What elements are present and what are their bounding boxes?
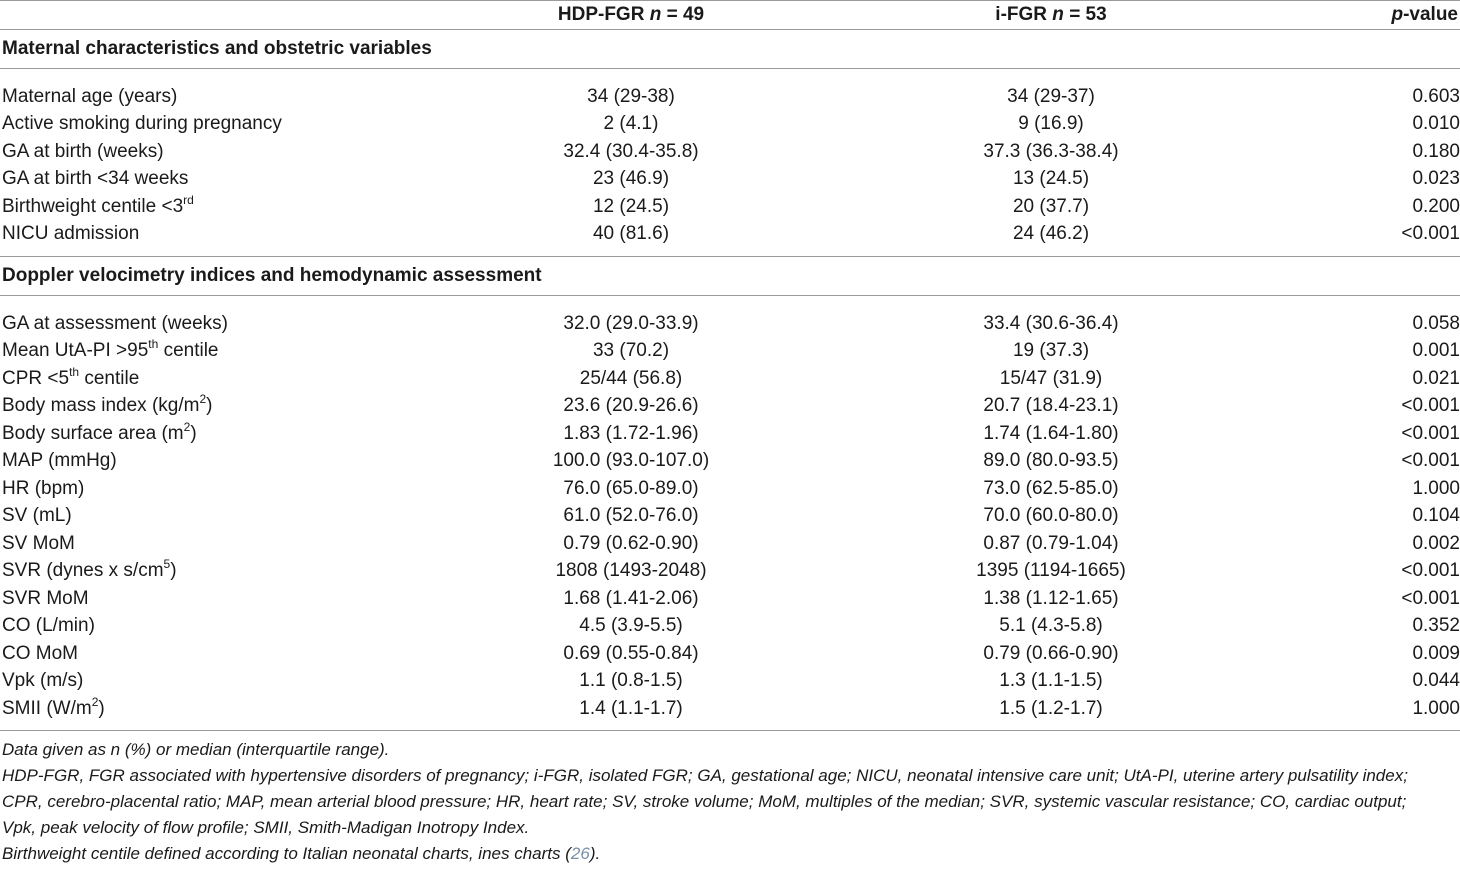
table-row — [0, 220, 1460, 256]
cell-p-value: <0.001 — [1401, 450, 1460, 471]
cell-p-value: 0.023 — [1412, 168, 1460, 189]
section-spacer — [0, 68, 1460, 83]
table-row — [0, 337, 1460, 365]
table-row — [0, 193, 1460, 221]
table-row — [0, 392, 1460, 420]
cell-p-value: 0.010 — [1412, 113, 1460, 134]
cell-hdp-fgr: 40 (81.6) — [420, 220, 840, 256]
row-label — [0, 110, 420, 138]
cell-p-value: <0.001 — [1401, 560, 1460, 581]
table-row — [0, 557, 1460, 585]
footnote-abbreviations-2: CPR, cerebro-placental ratio; MAP, mean arterial blood pressure; HR, heart rate; SV, stroke volume; MoM, multiples of the median; SVR, systemic vascular resistance; CO, cardiac output; — [2, 792, 1407, 811]
row-label-suffix: ) — [206, 395, 213, 416]
row-label-suffix: centile — [158, 340, 219, 361]
cell-p-value: 1.000 — [1260, 695, 1460, 731]
section-title: Maternal characteristics and obstetric variables — [0, 29, 1460, 68]
row-label-text: SV MoM — [2, 532, 75, 554]
row-label — [0, 667, 420, 695]
table-header — [0, 1, 1460, 30]
header-hdp-name: HDP-FGR — [557, 4, 645, 25]
row-label — [0, 447, 420, 475]
row-label-superscript: th — [69, 364, 80, 379]
row-label-suffix: ) — [170, 560, 177, 581]
cell-hdp-fgr: 0.79 (0.62-0.90) — [563, 532, 699, 554]
cell-hdp-fgr: 61.0 (52.0-76.0) — [563, 505, 699, 526]
row-label-text: HR (bpm) — [2, 477, 85, 499]
cell-p-value: <0.001 — [1260, 220, 1460, 256]
cell-i-fgr: 33.4 (30.6-36.4) — [983, 312, 1119, 334]
cell-p-value: 0.009 — [1412, 642, 1460, 664]
cell-i-fgr: 24 (46.2) — [840, 220, 1260, 256]
header-label-column — [0, 1, 420, 30]
cell-i-fgr: 73.0 (62.5-85.0) — [983, 477, 1119, 499]
row-label — [0, 83, 420, 111]
table-row — [0, 530, 1460, 558]
row-label-suffix: centile — [79, 367, 140, 389]
row-label-text: CO MoM — [2, 642, 78, 664]
cell-i-fgr: 1395 (1194-1665) — [976, 560, 1126, 581]
row-label — [0, 420, 420, 448]
section-spacer — [0, 295, 1460, 310]
row-label — [0, 220, 420, 256]
cell-hdp-fgr: 12 (24.5) — [592, 195, 670, 217]
row-label-text: SMII (W/m — [2, 697, 92, 719]
cell-i-fgr: 5.1 (4.3-5.8) — [999, 615, 1103, 636]
cell-p-value: 0.200 — [1412, 195, 1460, 217]
row-label-text: GA at assessment (weeks) — [2, 312, 228, 334]
cell-i-fgr: 1.5 (1.2-1.7) — [840, 695, 1260, 731]
cell-i-fgr: 1.74 (1.64-1.80) — [983, 422, 1119, 444]
cell-hdp-fgr: 32.4 (30.4-35.8) — [563, 140, 699, 162]
row-label-text: Active smoking during pregnancy — [2, 113, 282, 134]
cell-i-fgr: 37.3 (36.3-38.4) — [983, 140, 1119, 162]
row-label — [0, 310, 420, 338]
row-label — [0, 392, 420, 420]
cell-hdp-fgr: 4.5 (3.9-5.5) — [579, 615, 683, 636]
cell-p-value: <0.001 — [1401, 395, 1460, 416]
section-doppler — [0, 256, 1460, 731]
row-label-text: Vpk (m/s) — [2, 670, 84, 691]
cell-i-fgr: 20 (37.7) — [1012, 195, 1090, 217]
row-label — [0, 585, 420, 613]
row-label-text: SV (mL) — [2, 505, 72, 526]
header-p-rest: -value — [1403, 4, 1458, 25]
cell-i-fgr: 15/47 (31.9) — [999, 367, 1103, 389]
row-label-superscript: 2 — [199, 392, 207, 406]
row-label — [0, 475, 420, 503]
row-label-superscript: 2 — [91, 694, 99, 709]
footnote-abbreviations-3: Vpk, peak velocity of flow profile; SMII, Smith-Madigan Inotropy Index. — [2, 818, 530, 837]
row-label — [0, 165, 420, 193]
cell-i-fgr: 9 (16.9) — [1018, 113, 1084, 134]
row-label — [0, 365, 420, 393]
table-footnotes — [0, 737, 1460, 867]
row-label-suffix: ) — [190, 422, 197, 444]
header-hdp-n: n — [649, 4, 662, 25]
cell-i-fgr: 89.0 (80.0-93.5) — [983, 450, 1119, 471]
cell-i-fgr: 1.3 (1.1-1.5) — [999, 670, 1103, 691]
header-hdp-count: = 49 — [666, 4, 705, 25]
table-row — [0, 502, 1460, 530]
table-row — [0, 110, 1460, 138]
cell-p-value: 0.104 — [1412, 505, 1460, 526]
cell-hdp-fgr: 25/44 (56.8) — [579, 367, 683, 389]
cell-hdp-fgr: 33 (70.2) — [592, 340, 670, 361]
header-i-fgr — [840, 1, 1260, 30]
cell-hdp-fgr: 23 (46.9) — [592, 168, 670, 189]
table-row — [0, 165, 1460, 193]
row-label — [0, 138, 420, 166]
table-row — [0, 475, 1460, 503]
cell-p-value: 1.000 — [1412, 477, 1460, 499]
row-label-suffix: ) — [98, 697, 105, 719]
cell-p-value: <0.001 — [1401, 587, 1460, 609]
table-row — [0, 83, 1460, 111]
row-label — [0, 530, 420, 558]
row-label — [0, 193, 420, 221]
reference-link-26[interactable]: 26 — [570, 844, 590, 863]
row-label-text: GA at birth <34 weeks — [2, 168, 189, 189]
row-label-text: Body surface area (m — [2, 422, 184, 444]
cell-hdp-fgr: 76.0 (65.0-89.0) — [563, 477, 699, 499]
cell-hdp-fgr: 1.1 (0.8-1.5) — [579, 670, 683, 691]
header-ifgr-n: n — [1052, 4, 1064, 25]
table-row — [0, 365, 1460, 393]
cell-hdp-fgr: 0.69 (0.55-0.84) — [563, 642, 699, 664]
cell-i-fgr: 0.87 (0.79-1.04) — [983, 532, 1119, 554]
cell-p-value: 0.352 — [1412, 615, 1460, 636]
cell-hdp-fgr: 34 (29-38) — [587, 85, 675, 107]
table-row — [0, 310, 1460, 338]
row-label — [0, 612, 420, 640]
row-label-text: CO (L/min) — [2, 615, 95, 636]
footnote-abbreviations-1: HDP-FGR, FGR associated with hypertensive disorders of pregnancy; i-FGR, isolated FGR; GA, gestational age; NICU, neonatal intensive care unit; UtA-PI, uterine artery pulsatility index; — [2, 766, 1408, 785]
row-label-text: CPR <5 — [2, 367, 70, 389]
row-label-text: SVR (dynes x s/cm — [2, 560, 164, 581]
header-hdp-fgr — [420, 1, 840, 30]
cell-i-fgr: 0.79 (0.66-0.90) — [983, 642, 1119, 664]
row-label-text: NICU admission — [2, 223, 140, 244]
cell-p-value: 0.001 — [1412, 340, 1460, 361]
cell-p-value: 0.603 — [1412, 85, 1460, 107]
row-label — [0, 640, 420, 668]
table-row — [0, 420, 1460, 448]
section-maternal — [0, 29, 1460, 256]
cell-hdp-fgr: 1.4 (1.1-1.7) — [420, 695, 840, 731]
table-row — [0, 138, 1460, 166]
header-p-value — [1260, 1, 1460, 30]
cell-p-value: 0.002 — [1412, 532, 1460, 554]
cell-hdp-fgr: 1808 (1493-2048) — [555, 560, 707, 581]
cell-i-fgr: 20.7 (18.4-23.1) — [983, 395, 1119, 416]
table-row — [0, 640, 1460, 668]
header-ifgr-count: = 53 — [1069, 4, 1107, 25]
cell-p-value: 0.044 — [1412, 670, 1460, 691]
row-label-superscript: 5 — [163, 557, 171, 571]
cell-hdp-fgr: 32.0 (29.0-33.9) — [563, 312, 699, 334]
cell-p-value: 0.021 — [1412, 367, 1460, 389]
cell-i-fgr: 19 (37.3) — [1012, 340, 1090, 361]
cell-p-value: <0.001 — [1401, 422, 1460, 444]
section-title: Doppler velocimetry indices and hemodynamic assessment — [0, 256, 1460, 295]
footnote-birthweight-text: Birthweight centile defined according to Italian neonatal charts, ines charts ( — [2, 844, 571, 863]
row-label-text: Birthweight centile <3 — [2, 195, 184, 217]
table-row — [0, 695, 1460, 731]
header-p-italic: p — [1391, 4, 1404, 25]
row-label-text: Body mass index (kg/m — [2, 395, 200, 416]
row-label — [0, 337, 420, 365]
cell-hdp-fgr: 100.0 (93.0-107.0) — [552, 450, 710, 471]
table-row — [0, 447, 1460, 475]
row-label-text: MAP (mmHg) — [2, 450, 117, 471]
footnote-data-format: Data given as n (%) or median (interquartile range). — [2, 740, 390, 759]
row-label-text: Maternal age (years) — [2, 85, 178, 107]
row-label — [0, 557, 420, 585]
row-label-text: Mean UtA-PI >95 — [2, 340, 149, 361]
row-label — [0, 695, 420, 731]
cell-i-fgr: 70.0 (60.0-80.0) — [983, 505, 1119, 526]
row-label — [0, 502, 420, 530]
table-row — [0, 667, 1460, 695]
cell-i-fgr: 34 (29-37) — [1007, 85, 1095, 107]
cell-hdp-fgr: 2 (4.1) — [603, 113, 659, 134]
cell-i-fgr: 13 (24.5) — [1012, 168, 1090, 189]
cell-hdp-fgr: 23.6 (20.9-26.6) — [563, 395, 699, 416]
row-label-superscript: 2 — [183, 419, 191, 434]
table-row — [0, 612, 1460, 640]
cell-hdp-fgr: 1.68 (1.41-2.06) — [563, 587, 699, 609]
header-ifgr-name: i-FGR — [995, 4, 1048, 25]
cell-p-value: 0.058 — [1412, 312, 1460, 334]
row-label-text: SVR MoM — [2, 587, 89, 609]
table-row — [0, 585, 1460, 613]
row-label-text: GA at birth (weeks) — [2, 140, 164, 162]
footnote-birthweight-end: ). — [589, 844, 601, 863]
cell-hdp-fgr: 1.83 (1.72-1.96) — [563, 422, 699, 444]
row-label-superscript: rd — [183, 192, 194, 207]
cell-p-value: 0.180 — [1412, 140, 1460, 162]
row-label-superscript: th — [148, 337, 159, 351]
cell-i-fgr: 1.38 (1.12-1.65) — [983, 587, 1119, 609]
footnote-birthweight — [2, 841, 1460, 867]
